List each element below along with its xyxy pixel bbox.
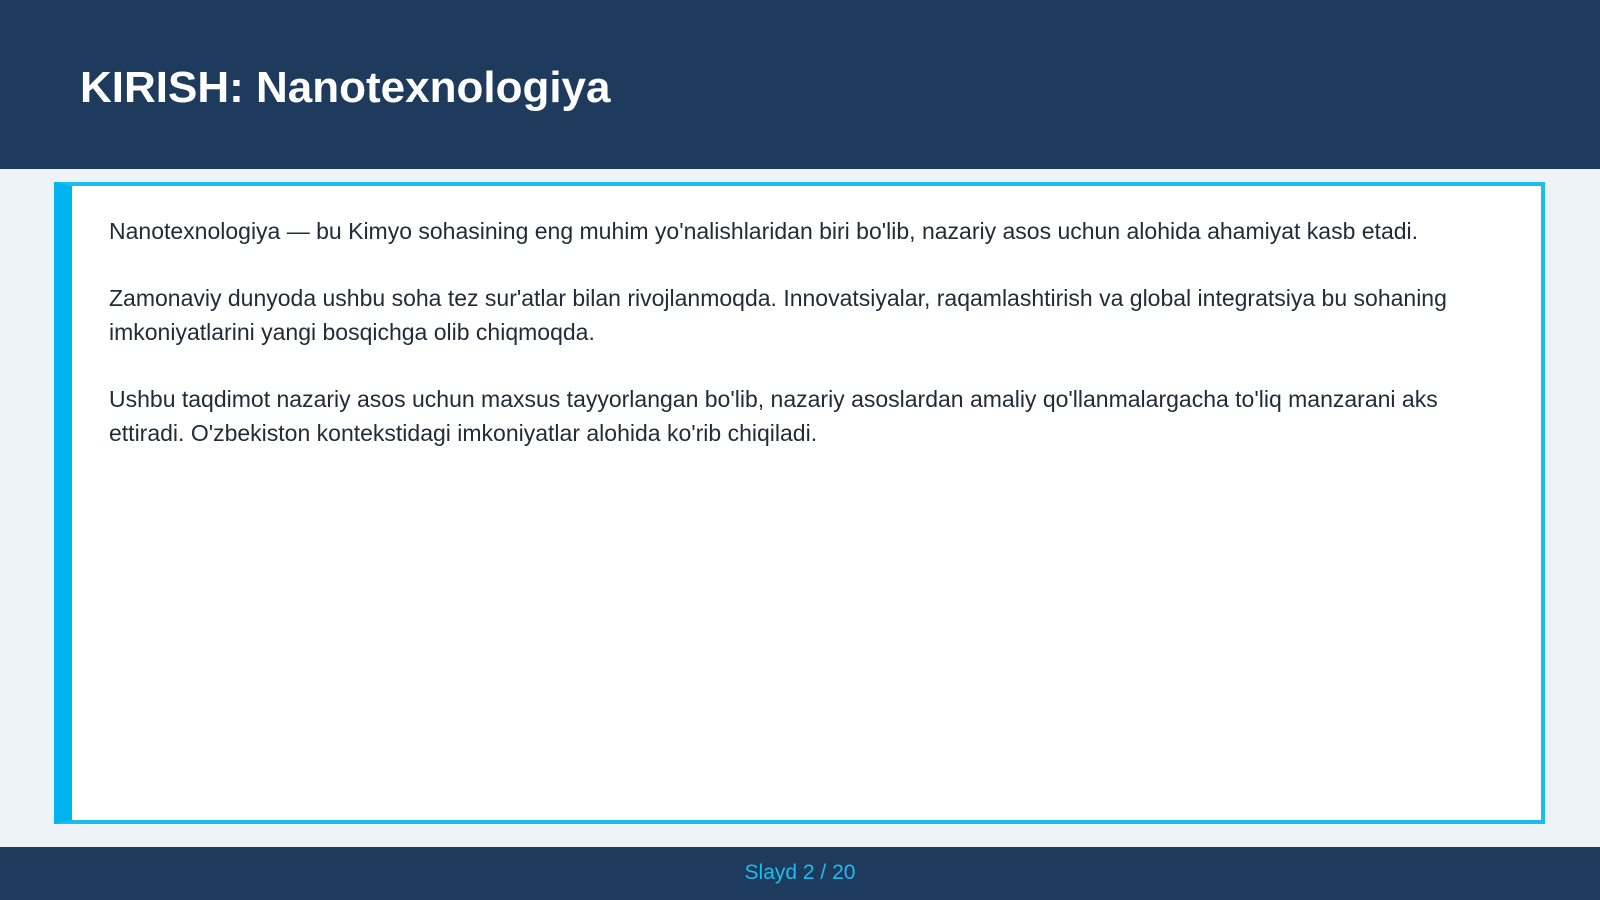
slide-title: KIRISH: Nanotexnologiya	[80, 63, 611, 112]
body-text	[109, 214, 1509, 483]
content-panel	[54, 182, 1545, 824]
slide-header	[0, 0, 1600, 169]
paragraph-modern-world: Zamonaviy dunyoda ushbu soha tez sur'atlar bilan rivojlanmoqda. Innovatsiyalar, raqamlashtirish va global integratsiya bu sohaning imkoniyatlarini yangi bosqichga olib chiqmoqda.	[109, 285, 1447, 345]
paragraph-intro: Nanotexnologiya — bu Kimyo sohasining eng muhim yo'nalishlaridan biri bo'lib, nazariy asos uchun alohida ahamiyat kasb etadi.	[109, 218, 1419, 244]
slide-counter: Slayd 2 / 20	[744, 861, 856, 884]
paragraph-presentation-scope: Ushbu taqdimot nazariy asos uchun maxsus tayyorlangan bo'lib, nazariy asoslardan amaliy qo'llanmalargacha to'liq manzarani aks ettiradi. O'zbekiston kontekstidagi imkoniyatlar alohida ko'rib chiqiladi.	[109, 386, 1438, 446]
slide-footer	[0, 847, 1600, 900]
